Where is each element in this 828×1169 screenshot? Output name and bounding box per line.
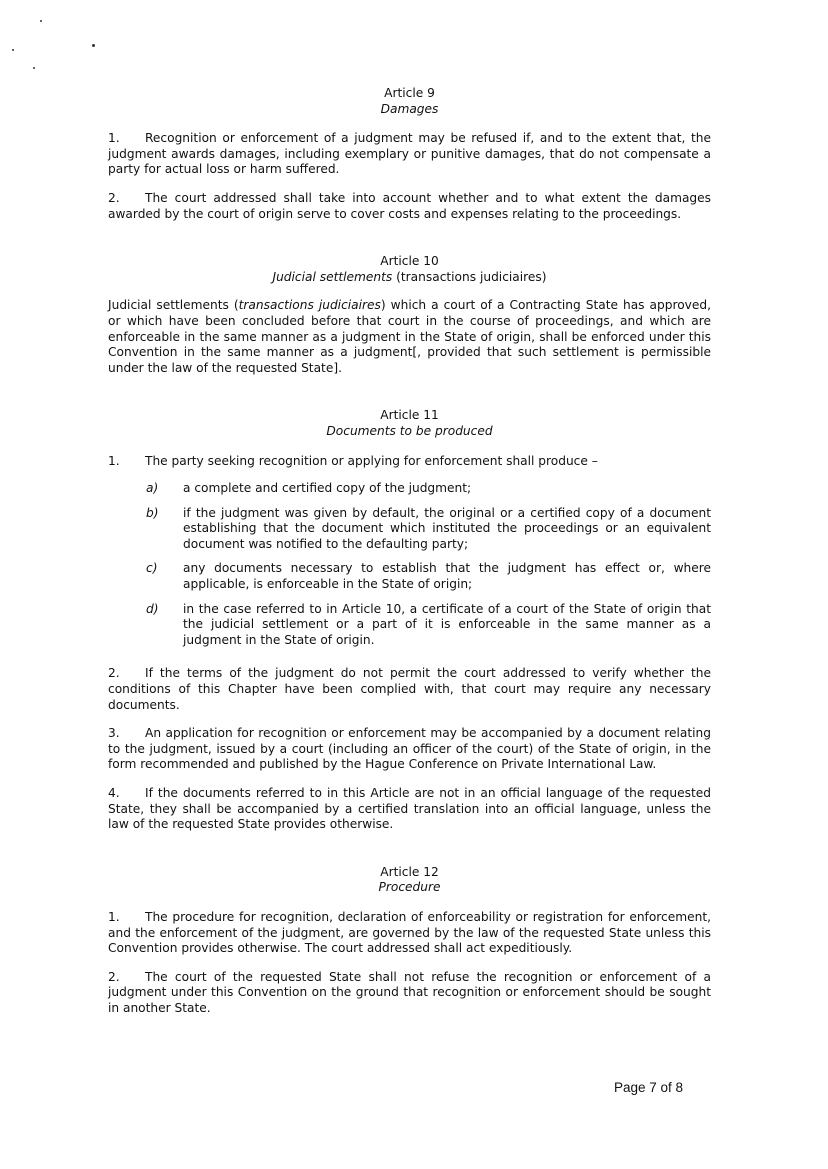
article-number: Article 10 (380, 254, 439, 269)
list-item: c) any documents necessary to establish that the judgment has effect or, where applicable, is enforceable in the State of origin; (146, 561, 711, 592)
list-item: b) if the judgment was given by default, the original or a certified copy of a document establishing that the document which instituted the proceedings or an equivalent document was notified to the defaulting party; (146, 505, 711, 551)
article-10-heading (108, 254, 711, 285)
paragraph: 2. The court addressed shall take into account whether and to what extent the damages awarded by the court of origin serve to cover costs and expenses relating to the proceedings. (108, 190, 711, 221)
paragraph: 3. An application for recognition or enforcement may be accompanied by a document relating to the judgment, issued by a court (including an officer of the court) of the State of origin, in the form recommended and published by the Hague Conference on Private International Law. (108, 726, 711, 772)
article-number: Article 12 (380, 864, 439, 879)
page-number: Page 7 of 8 (614, 1080, 684, 1095)
paragraph: 1. The procedure for recognition, declaration of enforceability or registration for enforcement, and the enforcement of the judgment, are governed by the law of the requested State unless this Convention provides otherwise. The court addressed shall act expeditiously. (108, 909, 711, 956)
article-title: Damages (380, 101, 439, 116)
document-body (108, 86, 711, 1017)
article-12-heading (108, 865, 711, 896)
article-title: Documents to be produced (326, 423, 493, 438)
scan-speck (12, 49, 14, 51)
document-list (108, 481, 711, 648)
article-number: Article 9 (384, 86, 435, 100)
list-item: d) in the case referred to in Article 10, a certificate of a court of the State of origin that the judicial settlement or a part of it is enforceable in the same manner as a judgment in the State of origin. (146, 601, 711, 647)
scan-speck (92, 44, 95, 47)
paragraph: 4. If the documents referred to in this Article are not in an official language of the requested State, they shall be accompanied by a certified translation into an official language, unless the law of the requested State provides otherwise. (108, 786, 711, 832)
article-9-heading (108, 86, 711, 117)
paragraph: Judicial settlements (transactions judiciaires) which a court of a Contracting State has approved, or which have been concluded before that court in the course of proceedings, and which are enforceable in the same manner as a judgment in the State of origin, shall be enforced under this Convention in the same manner as a judgment[, provided that such settlement is permissible under the law of the requested State]. (108, 298, 711, 375)
scan-speck (40, 20, 42, 22)
list-item: a) a complete and certified copy of the judgment; (146, 481, 472, 496)
article-11-heading (108, 408, 711, 439)
paragraph: 2. The court of the requested State shall not refuse the recognition or enforcement of a judgment under this Convention on the ground that recognition or enforcement should be sought in another State. (108, 969, 711, 1015)
article-title: Procedure (378, 880, 441, 895)
scan-speck (33, 67, 35, 69)
paragraph: 1. Recognition or enforcement of a judgment may be refused if, and to the extent that, the judgment awards damages, including exemplary or punitive damages, that do not compensate a party for actual loss or harm suffered. (108, 131, 711, 177)
article-number: Article 11 (380, 408, 439, 423)
paragraph: 1. The party seeking recognition or applying for enforcement shall produce – (108, 453, 598, 468)
article-title: Judicial settlements (transactions judiciaires) (272, 269, 547, 284)
paragraph: 2. If the terms of the judgment do not permit the court addressed to verify whether the conditions of this Chapter have been complied with, that court may require any necessary documents. (108, 666, 711, 712)
